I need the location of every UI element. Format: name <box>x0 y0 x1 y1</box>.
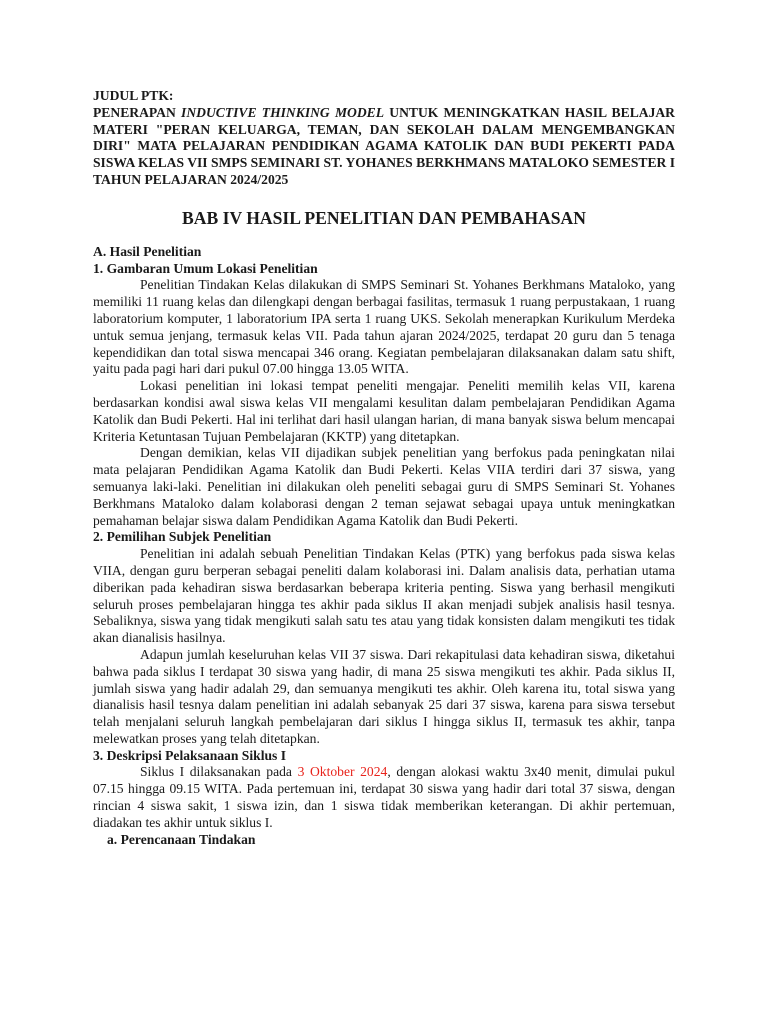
section-1-paragraph-1: Penelitian Tindakan Kelas dilakukan di SMPS Seminari St. Yohanes Berkhmans Mataloko, yang memiliki 11 ruang kelas dan dilengkapi dengan berbagai fasilitas, termasuk 1 ruang perpustakaan, 1 ruang laboratorium komputer, 1 laboratorium IPA serta 1 ruang UKS. Sekolah menerapkan Kurikulum Merdeka untuk semua jenjang, termasuk kelas VII. Pada tahun ajaran 2024/2025, terdapat 20 guru dan 5 tenaga kependidikan dan total siswa mencapai 346 orang. Kegiatan pembelajaran dilaksanakan dalam satu shift, yaitu pada pagi hari dari pukul 07.00 hingga 13.05 WITA. <box>93 277 675 377</box>
title-block <box>93 88 675 189</box>
title-suffix: UNTUK MENINGKATKAN HASIL BELAJAR MATERI "PERAN KELUARGA, TEMAN, DAN SEKOLAH DALAM MENGEMBANGKAN DIRI" MATA PELAJARAN PENDIDIKAN AGAMA KATOLIK DAN BUDI PEKERTI PADA SISWA KELAS VII SMPS SEMINARI ST. YOHANES BERKHMANS MATALOKO SEMESTER I TAHUN PELAJARAN 2024/2025 <box>93 104 676 187</box>
research-title <box>93 105 675 189</box>
cycle-date: 3 Oktober 2024 <box>297 764 388 780</box>
cycle-text-after: , dengan alokasi waktu 3x40 menit, dimulai pukul 07.15 hingga 09.15 WITA. Pada pertemuan ini, terdapat 30 siswa yang hadir dari total 37 siswa, dengan rincian 4 siswa sakit, 1 siswa izin, dan 1 siswa tidak memberikan keterangan. Di akhir pertemuan, diadakan tes akhir untuk siklus I. <box>93 764 675 830</box>
section-2-paragraph-2: Adapun jumlah keseluruhan kelas VII 37 siswa. Dari rekapitulasi data kehadiran siswa, diketahui bahwa pada siklus I terdapat 30 siswa yang hadir, di mana 25 siswa mengikuti tes akhir. Pada siklus II, jumlah siswa yang hadir adalah 29, dan semuanya mengikuti tes akhir. Oleh karena itu, total siswa yang dianalisis hasil tesnya dalam penelitian ini adalah sebanyak 25 dari 37 siswa, karena para siswa tersebut telah menjalani seluruh langkah pembelajaran dari siklus I hingga siklus II, termasuk tes akhir, tanpa melewatkan proses yang telah ditetapkan. <box>93 646 675 746</box>
section-1-paragraph-3: Dengan demikian, kelas VII dijadikan subjek penelitian yang berfokus pada peningkatan nilai mata pelajaran Pendidikan Agama Katolik dan Budi Pekerti. Kelas VIIA terdiri dari 37 siswa, yang semuanya laki-laki. Penelitian ini dilakukan oleh peneliti sebagai guru di SMPS Seminari St. Yohanes Berkhmans Mataloko dalam kolaborasi dengan 2 teman sejawat sebagai upaya untuk meningkatkan pemahaman belajar siswa dalam Pendidikan Agama Katolik dan Budi Pekerti. <box>93 445 675 528</box>
section-a-heading: A. Hasil Penelitian <box>93 243 202 259</box>
title-prefix: PENERAPAN <box>93 104 182 120</box>
section-1-heading: 1. Gambaran Umum Lokasi Penelitian <box>93 260 318 276</box>
section-3-paragraph-1 <box>93 764 675 831</box>
cycle-text-before: Siklus I dilaksanakan pada <box>140 764 298 780</box>
title-italic: INDUCTIVE THINKING MODEL <box>181 104 385 120</box>
document-page <box>93 88 675 848</box>
section-3-heading: 3. Deskripsi Pelaksanaan Siklus I <box>93 747 287 763</box>
subsection-a-heading: a. Perencanaan Tindakan <box>107 831 256 847</box>
section-2-paragraph-1: Penelitian ini adalah sebuah Penelitian Tindakan Kelas (PTK) yang berfokus pada siswa kelas VIIA, dengan guru berperan sebagai peneliti dalam kolaborasi ini. Dalam analisis data, perhatian utama diberikan pada kehadiran siswa berdasarkan beberapa kriteria penting. Siswa yang berhasil mengikuti seluruh proses pembelajaran hingga tes akhir pada siklus II akan menjadi subjek analisis hasil tesnya. Sebaliknya, siswa yang tidak mengikuti salah satu tes atau yang tidak konsisten dalam mengikuti tes tidak akan dianalisis hasilnya. <box>93 546 675 646</box>
section-2-heading: 2. Pemilihan Subjek Penelitian <box>93 529 272 545</box>
chapter-title: BAB IV HASIL PENELITIAN DAN PEMBAHASAN <box>182 207 586 228</box>
title-label: JUDUL PTK: <box>93 88 174 103</box>
section-1-paragraph-2: Lokasi penelitian ini lokasi tempat peneliti mengajar. Peneliti memilih kelas VII, karena berdasarkan kondisi awal siswa kelas VII mengalami kesulitan dalam pembelajaran Pendidikan Agama Katolik dan Budi Pekerti. Hal ini terlihat dari hasil ulangan harian, di mana banyak siswa belum mencapai Kriteria Ketuntasan Tujuan Pembelajaran (KKTP) yang ditetapkan. <box>93 378 675 444</box>
